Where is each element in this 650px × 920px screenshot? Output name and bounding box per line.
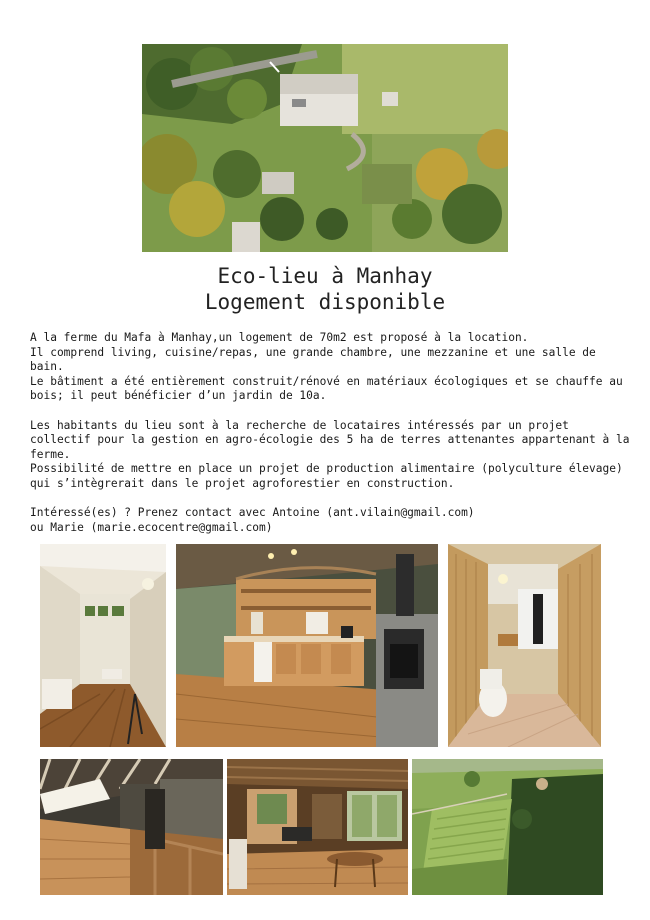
page-title-line2: Logement disponible	[204, 290, 446, 314]
photo-living-room	[227, 759, 408, 895]
photo-aerial-fields	[412, 759, 603, 895]
photo-bathroom	[448, 544, 601, 747]
paragraph-project: Les habitants du lieu sont à la recherche de locataires intéressés par un projet collectif pour la gestion en agro-écologie des 5 ha de terres attenantes appartenant à la ferme.	[30, 418, 637, 461]
photo-bedroom	[40, 544, 166, 747]
aerial-farm-photo	[142, 44, 508, 252]
photo-kitchen	[176, 544, 438, 747]
photo-mezzanine	[40, 759, 223, 895]
paragraph-production: Possibilité de mettre en place un projet de production alimentaire (polyculture élevage) qui s’intègrerait dans le projet agroforestier en construction.	[30, 462, 630, 490]
page-title-line1: Eco-lieu à Manhay	[217, 264, 433, 288]
paragraph-rooms: Il comprend living, cuisine/repas, une grande chambre, une mezzanine et une salle de bain.	[30, 345, 603, 374]
paragraph-building: Le bâtiment a été entièrement construit/rénové en matériaux écologiques et se chauffe au bois; il peut bénéficier d’un jardin de 10a.	[30, 374, 630, 403]
description-text	[30, 331, 637, 535]
paragraph-contact-2: ou Marie (marie.ecocentre@gmail.com)	[30, 520, 273, 534]
paragraph-contact: Intéressé(es) ? Prenez contact avec Antoine (ant.vilain@gmail.com)	[30, 506, 475, 520]
paragraph-location: A la ferme du Mafa à Manhay,un logement de 70m2 est proposé à la location.	[30, 331, 529, 344]
